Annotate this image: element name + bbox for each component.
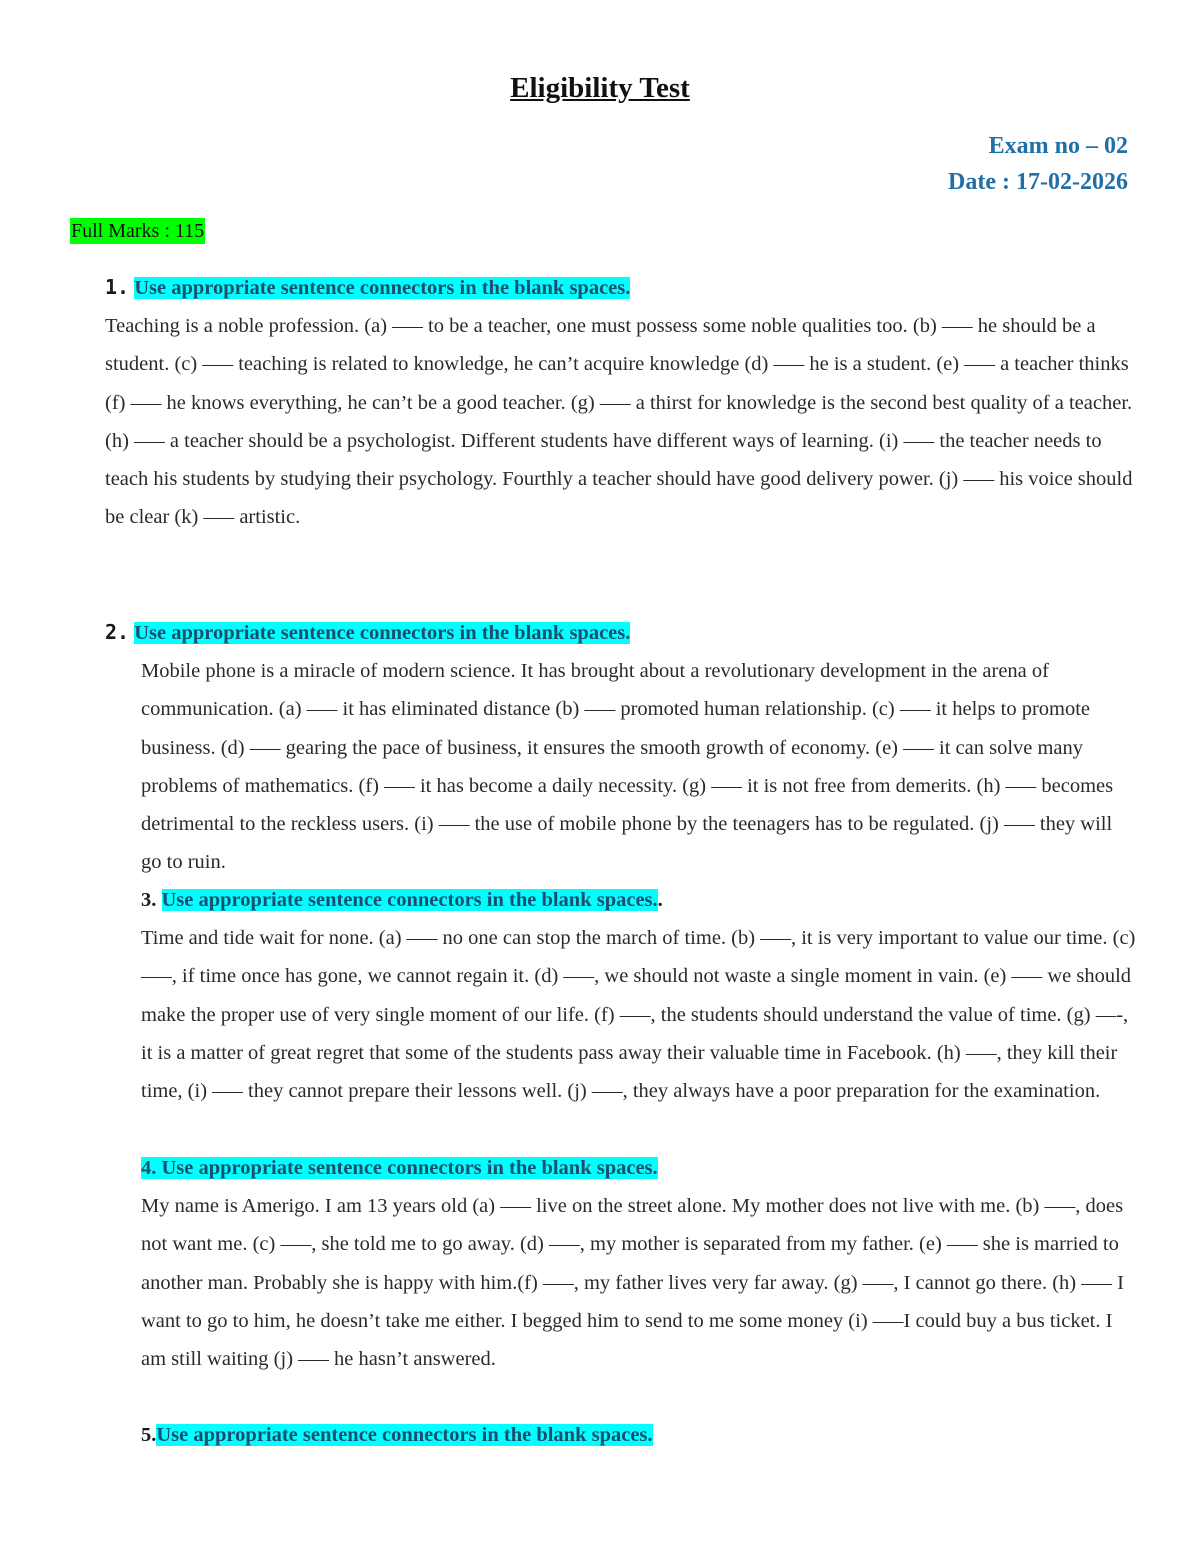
question-heading-period: .	[657, 889, 663, 911]
question-number: 3.	[141, 889, 157, 911]
question-instruction: Use appropriate sentence connectors in the blank spaces.	[161, 1157, 658, 1179]
full-marks-badge: Full Marks : 115	[71, 220, 205, 242]
question-instruction: Use appropriate sentence connectors in the blank spaces.	[156, 1424, 653, 1446]
question-5	[141, 1416, 1136, 1454]
question-heading	[105, 613, 1135, 652]
question-3	[141, 881, 1136, 1110]
question-instruction: Use appropriate sentence connectors in the blank spaces.	[161, 889, 658, 911]
question-passage: Time and tide wait for none. (a) ––– no one can stop the march of time. (b) –––, it is very important to value our time. (c) –––, if time once has gone, we cannot regain it. (d) –––, we should not waste a single moment in vain. (e) ––– we should make the proper use of very single moment of our life. (f) –––, the students should understand the value of time. (g) ––-, it is a matter of great regret that some of the students pass away their valuable time in Facebook. (h) –––, they kill their time, (i) ––– they cannot prepare their lessons well. (j) –––, they always have a poor preparation for the examination.	[141, 927, 1136, 1103]
exam-date: Date : 17-02-2026	[948, 169, 1128, 195]
question-instruction: Use appropriate sentence connectors in the blank spaces.	[134, 277, 631, 299]
question-instruction: Use appropriate sentence connectors in the blank spaces.	[134, 622, 631, 644]
question-heading	[141, 881, 1136, 919]
question-2	[105, 613, 1135, 882]
question-number: 1.	[105, 275, 130, 299]
exam-meta	[948, 128, 1128, 200]
question-passage: Teaching is a noble profession. (a) ––– to be a teacher, one must possess some noble qualities too. (b) ––– he should be a student. (c) ––– teaching is related to knowledge, he can’t acquire knowledge (d) ––– he is a student. (e) ––– a teacher thinks (f) ––– he knows everything, he can’t be a good teacher. (g) ––– a thirst for knowledge is the second best quality of a teacher. (h) ––– a teacher should be a psychologist. Different students have different ways of learning. (i) ––– the teacher needs to teach his students by studying their psychology. Fourthly a teacher should have good delivery power. (j) ––– his voice should be clear (k) ––– artistic.	[105, 315, 1133, 529]
question-heading	[141, 1416, 1136, 1454]
question-heading	[141, 1149, 1136, 1187]
question-heading	[105, 268, 1135, 307]
exam-number: Exam no – 02	[988, 133, 1128, 159]
question-4	[141, 1149, 1136, 1378]
page-title: Eligibility Test	[510, 72, 690, 104]
question-1	[105, 268, 1135, 537]
question-passage: My name is Amerigo. I am 13 years old (a) ––– live on the street alone. My mother does not live with me. (b) –––, does not want me. (c) –––, she told me to go away. (d) –––, my mother is separated from my father. (e) ––– she is married to another man. Probably she is happy with him.(f) –––, my father lives very far away. (g) –––, I cannot go there. (h) ––– I want to go to him, he doesn’t take me either. I begged him to send to me some money (i) –––I could buy a bus ticket. I am still waiting (j) ––– he hasn’t answered.	[141, 1195, 1124, 1371]
question-number: 2.	[105, 620, 130, 644]
question-number: 5.	[141, 1424, 157, 1446]
question-passage: Mobile phone is a miracle of modern science. It has brought about a revolutionary development in the arena of communication. (a) ––– it has eliminated distance (b) ––– promoted human relationship. (c) ––– it helps to promote business. (d) ––– gearing the pace of business, it ensures the smooth growth of economy. (e) ––– it can solve many problems of mathematics. (f) ––– it has become a daily necessity. (g) ––– it is not free from demerits. (h) ––– becomes detrimental to the reckless users. (i) ––– the use of mobile phone by the teenagers has to be regulated. (j) ––– they will go to ruin.	[141, 660, 1114, 874]
question-number: 4.	[141, 1157, 162, 1179]
